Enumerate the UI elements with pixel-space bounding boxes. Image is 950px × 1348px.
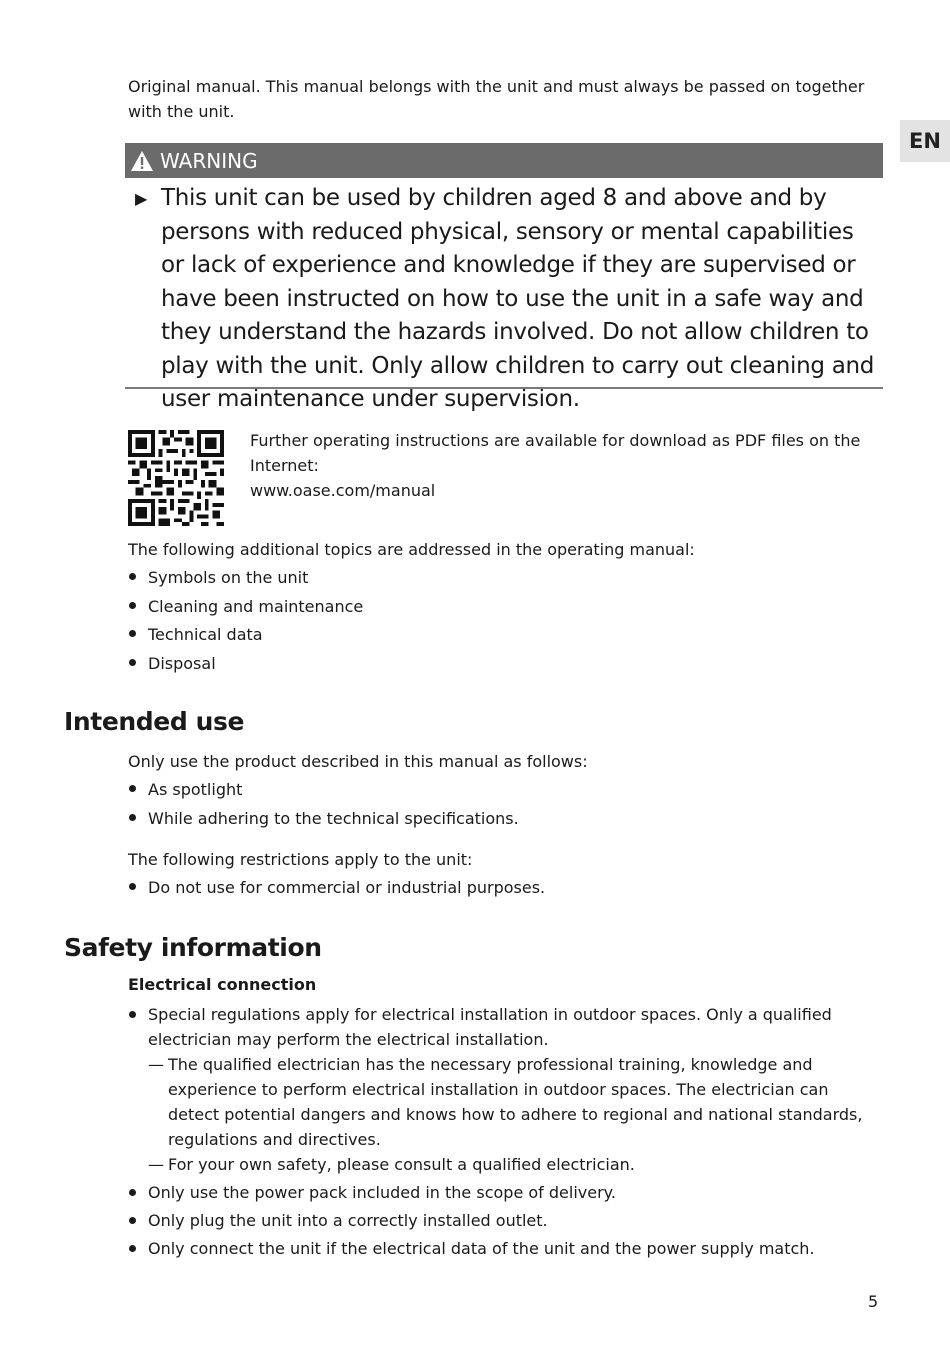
safety-item-text: Special regulations apply for electrical installation in outdoor spaces. Only a qualified electrician may perform the electrical installation. <box>148 1005 832 1049</box>
topics-list <box>128 564 888 678</box>
warning-text: This unit can be used by children aged 8 and above and by persons with reduced physical, sensory or mental capabilities or lack of experience and knowledge if they are supervised or have been instructed on how to use the unit in a safe way and they understand the hazards involved. Do not allow children to play with the unit. Only allow children to carry out cleaning and user maintenance under supervision. <box>161 185 875 412</box>
topics-intro: The following additional topics are addressed in the operating manual: <box>128 540 695 559</box>
intended-use-intro: Only use the product described in this manual as follows: <box>128 752 588 771</box>
intro-text: Original manual. This manual belongs with the unit and must always be passed on together with the unit. <box>128 77 865 121</box>
list-item: Only plug the unit into a correctly installed outlet. <box>128 1208 880 1233</box>
warning-header <box>125 143 883 178</box>
list-item: Disposal <box>128 650 888 679</box>
list-item: Only connect the unit if the electrical data of the unit and the power supply match. <box>128 1236 880 1261</box>
warning-divider <box>125 387 883 389</box>
page-number: 5 <box>868 1292 879 1311</box>
warning-triangle-icon <box>130 150 154 172</box>
sub-list-item: — For your own safety, please consult a qualified electrician. <box>148 1152 880 1177</box>
list-item: Symbols on the unit <box>128 564 888 593</box>
list-item: Only use the power pack included in the scope of delivery. <box>128 1180 880 1205</box>
list-item: Technical data <box>128 621 888 650</box>
intended-use-list <box>128 776 888 833</box>
warning-body <box>135 182 883 417</box>
download-info <box>250 428 885 503</box>
list-item <box>128 1002 880 1177</box>
safety-list <box>128 1002 880 1264</box>
safety-sub-list <box>148 1052 880 1177</box>
language-tab: EN <box>900 120 950 162</box>
electrical-connection-heading: Electrical connection <box>128 975 317 994</box>
intended-use-heading: Intended use <box>64 707 245 736</box>
warning-label: WARNING <box>160 148 258 173</box>
restrictions-intro: The following restrictions apply to the unit: <box>128 850 473 869</box>
play-arrow-icon: ▶ <box>135 189 148 208</box>
sub-list-item: — The qualified electrician has the necessary professional training, knowledge and experience to perform electrical installation in outdoor spaces. The electrician can detect potential dangers and knows how to adhere to regional and national standards, regulations and directives. <box>148 1052 880 1152</box>
download-url[interactable]: www.oase.com/manual <box>250 481 436 500</box>
download-text: Further operating instructions are available for download as PDF files on the Internet: <box>250 431 861 475</box>
safety-heading: Safety information <box>64 933 322 962</box>
list-item: Cleaning and maintenance <box>128 593 888 622</box>
list-item: Do not use for commercial or industrial purposes. <box>128 874 888 903</box>
list-item: As spotlight <box>128 776 888 805</box>
qr-code-icon <box>128 430 224 526</box>
restrictions-list <box>128 874 888 903</box>
list-item: While adhering to the technical specifications. <box>128 805 888 834</box>
